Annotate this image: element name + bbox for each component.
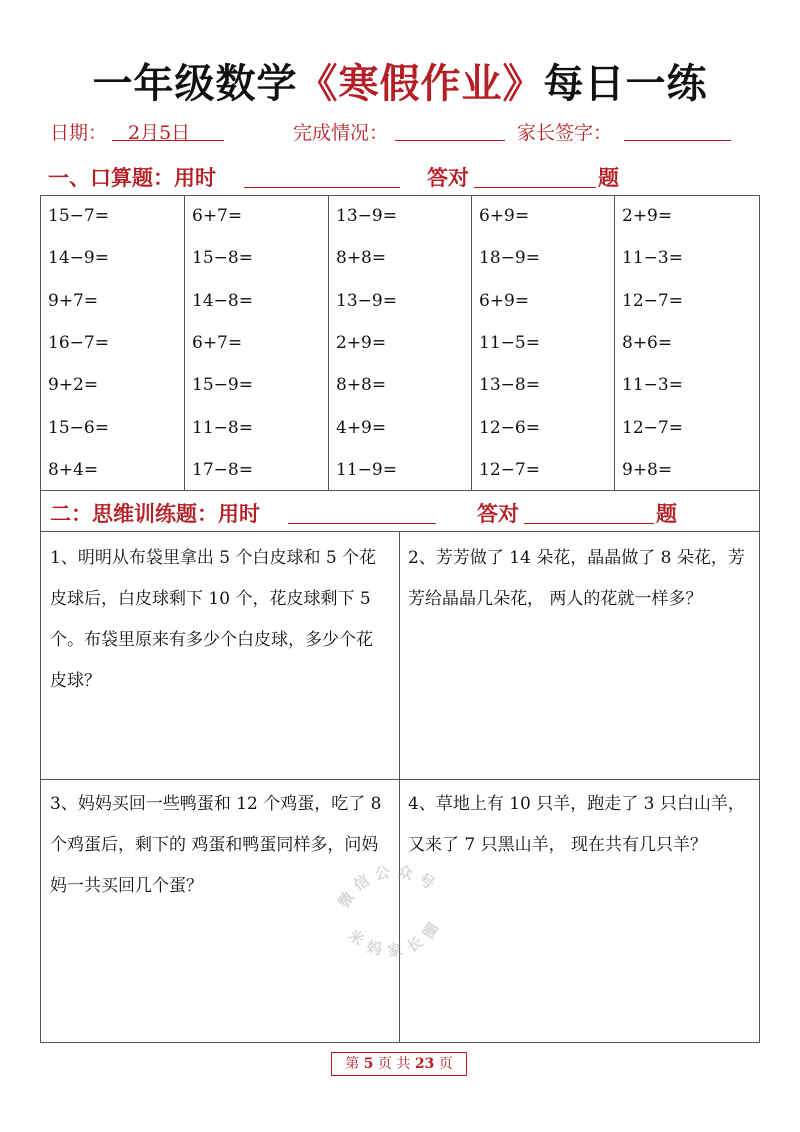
title-highlight: 《寒假作业》	[297, 60, 544, 107]
arithmetic-item: 8+8=	[336, 248, 387, 268]
date-label: 日期：	[50, 122, 108, 144]
title-prefix: 一年级数学	[92, 60, 298, 107]
arithmetic-item: 14−9=	[48, 248, 109, 268]
arithmetic-item: 15−8=	[192, 248, 253, 268]
arithmetic-item: 12−7=	[622, 418, 683, 438]
arithmetic-item: 18−9=	[479, 248, 540, 268]
watermark-text-top: 微信公众号	[334, 862, 443, 912]
arithmetic-item: 2+9=	[622, 206, 673, 226]
watermark-stamp	[316, 830, 466, 980]
arithmetic-item: 16−7=	[48, 333, 109, 353]
title-suffix: 每日一练	[543, 60, 708, 107]
section2-title: 二：思维训练题：用时	[50, 502, 260, 526]
arithmetic-item: 12−7=	[622, 291, 683, 311]
section2-correct-label: 答对	[477, 502, 519, 526]
problem-1: 1、明明从布袋里拿出 5 个白皮球和 5 个花皮球后，白皮球剩下 10 个，花皮球剩下 5 个。布袋里原来有多少个白皮球，多少个花 皮球？	[50, 548, 377, 691]
section1-correct-field[interactable]	[474, 163, 596, 188]
section2-correct-field[interactable]	[524, 499, 654, 524]
arithmetic-item: 14−8=	[192, 291, 253, 311]
arithmetic-item: 11−3=	[622, 375, 683, 395]
table-divider	[614, 195, 615, 491]
problem-3: 3、妈妈买回一些鸭蛋和 12 个鸡蛋，吃了 8 个鸡蛋后，剩下的 鸡蛋和鸭蛋同样多，问妈妈一共买回几个蛋？	[50, 794, 382, 896]
footer-suffix: 页	[438, 1056, 453, 1072]
footer-total-pages: 23	[414, 1056, 435, 1072]
arithmetic-item: 15−9=	[192, 375, 253, 395]
arithmetic-item: 4+9=	[336, 418, 387, 438]
arithmetic-item: 13−9=	[336, 206, 397, 226]
section1-correct-label: 答对	[427, 166, 469, 190]
table-divider	[184, 195, 185, 491]
parent-signature-label: 家长签字：	[517, 122, 613, 144]
arithmetic-item: 6+7=	[192, 206, 243, 226]
arithmetic-item: 9+2=	[48, 375, 99, 395]
footer-middle: 页 共	[377, 1056, 411, 1072]
arithmetic-item: 8+6=	[622, 333, 673, 353]
arithmetic-item: 9+7=	[48, 291, 99, 311]
arithmetic-item: 13−8=	[479, 375, 540, 395]
problem-4: 4、草地上有 10 只羊，跑走了 3 只白山羊，又来了 7 只黑山羊， 现在共有几只羊？	[408, 794, 745, 855]
parent-signature-field[interactable]	[624, 118, 731, 141]
footer-prefix: 第	[345, 1056, 360, 1072]
table-divider	[471, 195, 472, 491]
completion-label: 完成情况：	[293, 122, 389, 144]
page-title	[0, 52, 800, 109]
date-field[interactable]	[112, 118, 224, 144]
arithmetic-item: 6+9=	[479, 291, 530, 311]
arithmetic-item: 11−9=	[336, 460, 397, 480]
arithmetic-item: 6+7=	[192, 333, 243, 353]
section1-title: 一、口算题：用时	[48, 166, 216, 190]
watermark-text-bottom: 米妈家长圈	[344, 912, 447, 961]
table-divider	[328, 195, 329, 491]
arithmetic-item: 15−7=	[48, 206, 109, 226]
completion-field[interactable]	[395, 118, 505, 141]
arithmetic-item: 11−5=	[479, 333, 540, 353]
section2-time-field[interactable]	[288, 499, 436, 524]
arithmetic-item: 2+9=	[336, 333, 387, 353]
section1-time-field[interactable]	[244, 163, 400, 188]
problem-2: 2、芳芳做了 14 朵花，晶晶做了 8 朵花，芳芳给晶晶几朵花， 两人的花就一样多？	[408, 548, 745, 609]
arithmetic-item: 12−7=	[479, 460, 540, 480]
date-value: 2月5日	[128, 122, 191, 144]
arithmetic-item: 11−8=	[192, 418, 253, 438]
section2-unit: 题	[656, 502, 677, 526]
arithmetic-item: 8+8=	[336, 375, 387, 395]
arithmetic-item: 12−6=	[479, 418, 540, 438]
arithmetic-item: 15−6=	[48, 418, 109, 438]
arithmetic-item: 11−3=	[622, 248, 683, 268]
arithmetic-item: 13−9=	[336, 291, 397, 311]
page-number	[331, 1052, 467, 1076]
footer-current-page: 5	[363, 1056, 374, 1072]
arithmetic-item: 6+9=	[479, 206, 530, 226]
arithmetic-item: 17−8=	[192, 460, 253, 480]
problems-divider	[40, 779, 760, 780]
arithmetic-item: 9+8=	[622, 460, 673, 480]
section1-unit: 题	[598, 166, 619, 190]
arithmetic-item: 8+4=	[48, 460, 99, 480]
